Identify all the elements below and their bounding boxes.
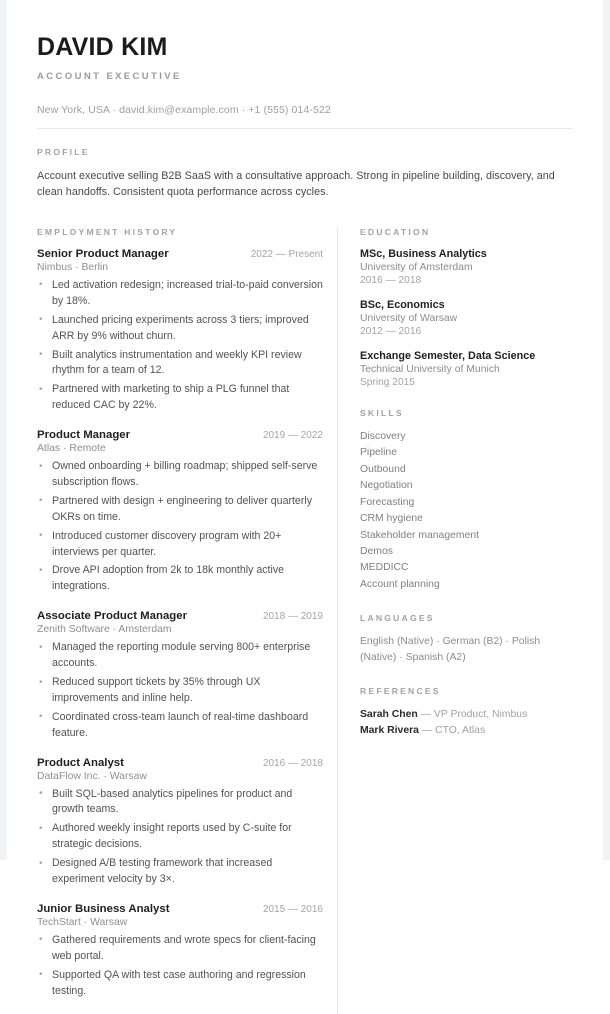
- job-bullet-list: [37, 933, 323, 1000]
- candidate-title: ACCOUNT EXECUTIVE: [37, 70, 182, 82]
- job-bullet: • Gathered requirements and wrote specs for client-facing web portal.: [37, 933, 323, 965]
- job-bullet: • Drove API adoption from 2k to 18k monthly active integrations.: [37, 563, 323, 595]
- employment-column: [37, 227, 337, 1014]
- job-bullet: • Launched pricing experiments across 3 tiers; improved ARR by 9% without churn.: [37, 313, 323, 345]
- skill-item: Pipeline: [360, 447, 397, 459]
- languages-text: English (Native) · German (B2) · Polish (Native) · Spanish (A2): [360, 636, 541, 663]
- job-header: [37, 429, 323, 441]
- job-company-location: Nimbus · Berlin: [37, 261, 109, 273]
- two-column-body: [37, 227, 573, 1014]
- education-school: University of Amsterdam: [360, 261, 473, 273]
- skill-item: CRM hygiene: [360, 513, 423, 525]
- page-right-margin: [603, 0, 610, 860]
- references-list: [360, 707, 573, 741]
- job-bullet-list: [37, 459, 323, 595]
- job-company-location: TechStart · Warsaw: [37, 916, 128, 928]
- job-header: [37, 610, 323, 622]
- job-header: [37, 757, 323, 769]
- section-label-profile: PROFILE: [37, 146, 90, 157]
- skill-item: MEDDICC: [360, 562, 409, 574]
- job-bullet: • Led activation redesign; increased trial-to-paid conversion by 18%.: [37, 278, 323, 310]
- page-left-margin: [0, 0, 7, 860]
- education-list: [360, 248, 573, 388]
- skill-item: Account planning: [360, 578, 440, 590]
- skill-item: Stakeholder management: [360, 529, 479, 541]
- header-divider: [37, 128, 573, 129]
- job-title: Product Manager: [37, 429, 131, 442]
- profile-summary: Account executive selling B2B SaaS with a consultative approach. Strong in pipeline building, discovery, and clean handoffs. Consistent quota performance across cycles.: [37, 169, 555, 199]
- job-dates: 2019 — 2022: [262, 430, 323, 442]
- skill-item: Negotiation: [360, 480, 413, 492]
- section-label-references: REFERENCES: [360, 685, 441, 696]
- education-years: Spring 2015: [360, 376, 415, 388]
- candidate-name: DAVID KIM: [37, 33, 168, 61]
- reference-role: — VP Product, Nimbus: [420, 708, 528, 720]
- sidebar-column: [338, 227, 573, 760]
- resume-sheet: [7, 0, 603, 997]
- education-entry: [360, 299, 573, 337]
- job-bullet: • Supported QA with test case authoring and regression testing.: [37, 968, 323, 1000]
- job-dates: 2018 — 2019: [262, 611, 323, 623]
- skill-item: Forecasting: [360, 496, 415, 508]
- education-entry: [360, 350, 573, 388]
- job-bullet-list: [37, 787, 323, 888]
- education-school: Technical University of Munich: [360, 363, 500, 375]
- job-bullet: • Designed A/B testing framework that increased experiment velocity by 3×.: [37, 856, 323, 888]
- reference-item: [360, 723, 573, 740]
- education-entry: [360, 248, 573, 286]
- job-company-location: Zenith Software · Amsterdam: [37, 624, 172, 636]
- job-title: Senior Product Manager: [37, 247, 169, 260]
- job-bullet-list: [37, 278, 323, 414]
- contact-line: New York, USA · david.kim@example.com · +1 (555) 014-522: [37, 103, 331, 116]
- job-bullet: • Authored weekly insight reports used by C-suite for strategic decisions.: [37, 821, 323, 853]
- education-degree: MSc, Business Analytics: [360, 247, 487, 260]
- job-entry: [37, 757, 323, 888]
- job-dates: 2022 — Present: [250, 248, 323, 260]
- job-bullet: • Built analytics instrumentation and weekly KPI review rhythm for a team of 12.: [37, 348, 323, 380]
- job-bullet: • Coordinated cross-team launch of real-time dashboard feature.: [37, 710, 323, 742]
- job-bullet: • Introduced customer discovery program with 20+ interviews per quarter.: [37, 529, 323, 561]
- education-years: 2012 — 2016: [360, 325, 422, 337]
- job-bullet: • Reduced support tickets by 35% through UX improvements and inline help.: [37, 675, 323, 707]
- job-bullet: • Partnered with marketing to ship a PLG funnel that reduced CAC by 22%.: [37, 382, 323, 414]
- job-bullet: • Managed the reporting module serving 800+ enterprise accounts.: [37, 640, 323, 672]
- job-title: Junior Business Analyst: [37, 902, 170, 915]
- job-dates: 2015 — 2016: [262, 903, 323, 915]
- job-bullet: • Built SQL-based analytics pipelines for product and growth teams.: [37, 787, 323, 819]
- section-label-education: EDUCATION: [360, 226, 431, 237]
- job-entry: [37, 903, 323, 1000]
- skill-item: Demos: [360, 546, 393, 558]
- education-degree: Exchange Semester, Data Science: [360, 349, 536, 362]
- section-label-employment: EMPLOYMENT HISTORY: [37, 226, 178, 237]
- skills-list: [360, 429, 573, 593]
- references-block: [360, 686, 573, 741]
- skill-item: Discovery: [360, 430, 406, 442]
- section-label-languages: LANGUAGES: [360, 613, 435, 624]
- job-entry: [37, 610, 323, 741]
- section-label-skills: SKILLS: [360, 407, 404, 418]
- job-bullet-list: [37, 640, 323, 741]
- job-entry: [37, 248, 323, 414]
- job-company-location: Atlas · Remote: [37, 443, 106, 455]
- job-dates: 2016 — 2018: [262, 757, 323, 769]
- job-title: Associate Product Manager: [37, 610, 188, 623]
- languages-block: [360, 613, 573, 665]
- employment-list: [37, 248, 323, 1000]
- job-entry: [37, 429, 323, 595]
- education-years: 2016 — 2018: [360, 274, 422, 286]
- skills-block: [360, 408, 573, 593]
- education-block: [360, 227, 573, 388]
- job-bullet: • Partnered with design + engineering to deliver quarterly OKRs on time.: [37, 494, 323, 526]
- reference-role: — CTO, Atlas: [421, 725, 486, 737]
- job-title: Product Analyst: [37, 756, 124, 769]
- job-header: [37, 248, 323, 260]
- education-school: University of Warsaw: [360, 312, 458, 324]
- skill-item: Outbound: [360, 463, 406, 475]
- job-header: [37, 903, 323, 915]
- reference-name: Sarah Chen: [360, 708, 418, 720]
- education-degree: BSc, Economics: [360, 298, 445, 311]
- reference-item: [360, 707, 573, 724]
- reference-name: Mark Rivera: [360, 725, 419, 737]
- job-company-location: DataFlow Inc. · Warsaw: [37, 770, 147, 782]
- job-bullet: • Owned onboarding + billing roadmap; shipped self-serve subscription flows.: [37, 459, 323, 491]
